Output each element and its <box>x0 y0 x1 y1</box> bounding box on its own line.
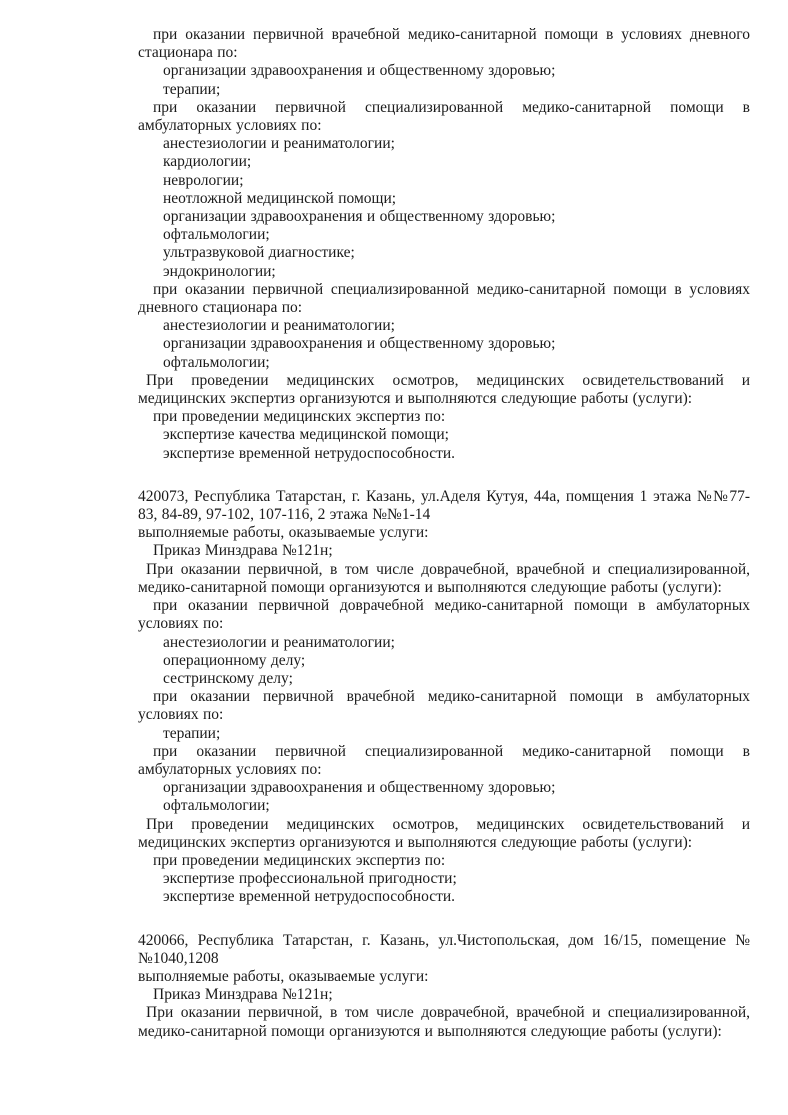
works-paragraph: При проведении медицинских осмотров, медицинских освидетельствований и медицинских экспертиз организуются и выполняются следующие работы (услуги): <box>138 371 750 408</box>
service-item: сестринскому делу; <box>163 669 293 687</box>
service-item: терапии; <box>163 80 221 98</box>
works-services-label: выполняемые работы, оказываемые услуги: <box>138 524 429 542</box>
service-item: офтальмологии; <box>163 797 270 815</box>
service-item: экспертизе временной нетрудоспособности. <box>163 444 456 462</box>
service-item: эндокринологии; <box>163 262 276 280</box>
works-paragraph: При проведении медицинских осмотров, медицинских освидетельствований и медицинских экспертиз организуются и выполняются следующие работы (услуги): <box>138 815 750 851</box>
care-type-paragraph: при оказании первичной специализированной медико-санитарной помощи в условиях дневного стационара по: <box>138 280 750 317</box>
section-facility-adelya-kutuya <box>138 488 750 907</box>
care-type-paragraph: при оказании первичной специализированной медико-санитарной помощи в амбулаторных условиях по: <box>138 742 750 778</box>
care-type-paragraph: при оказании первичной доврачебной медико-санитарной помощи в амбулаторных условиях по: <box>138 597 750 633</box>
service-item: неврологии; <box>163 171 244 189</box>
facility-address: 420073, Республика Татарстан, г. Казань, ул.Аделя Кутуя, 44а, помщения 1 этажа №№77-83, 84-89, 97-102, 107-116, 2 этажа №№1-14 <box>138 487 750 524</box>
service-item: офтальмологии; <box>163 226 270 244</box>
care-type-paragraph: при оказании первичной врачебной медико-санитарной помощи в амбулаторных условиях по: <box>138 688 750 724</box>
service-item: организации здравоохранения и общественному здоровью; <box>163 779 556 797</box>
works-paragraph: При оказании первичной, в том числе доврачебной, врачебной и специализированной, медико-санитарной помощи организуются и выполняются следующие работы (услуги): <box>138 560 750 596</box>
service-item: организации здравоохранения и общественному здоровью; <box>163 62 556 80</box>
service-item: экспертизе качества медицинской помощи; <box>163 426 449 444</box>
service-item: экспертизе профессиональной пригодности; <box>163 870 457 888</box>
care-type-paragraph: при проведении медицинских экспертиз по: <box>153 851 446 869</box>
service-item: организации здравоохранения и общественному здоровью; <box>163 335 556 353</box>
service-item: операционному делу; <box>163 651 306 669</box>
order-reference: Приказ Минздрава №121н; <box>153 986 333 1004</box>
service-item: неотложной медицинской помощи; <box>163 189 397 207</box>
service-item: экспертизе временной нетрудоспособности. <box>163 888 456 906</box>
service-item: ультразвуковой диагностике; <box>163 244 355 262</box>
works-paragraph: При оказании первичной, в том числе доврачебной, врачебной и специализированной, медико-санитарной помощи организуются и выполняются следующие работы (услуги): <box>138 1004 750 1040</box>
document-page <box>138 26 750 1041</box>
service-item: анестезиологии и реаниматологии; <box>163 135 395 153</box>
service-item: терапии; <box>163 724 221 742</box>
service-item: организации здравоохранения и общественному здоровью; <box>163 208 556 226</box>
facility-address: 420066, Республика Татарстан, г. Казань, ул.Чистопольская, дом 16/15, помещение №№1040,1208 <box>138 931 750 967</box>
section-services-continued <box>138 26 750 463</box>
works-services-label: выполняемые работы, оказываемые услуги: <box>138 967 429 985</box>
service-item: анестезиологии и реаниматологии; <box>163 317 395 335</box>
care-type-paragraph: при оказании первичной врачебной медико-санитарной помощи в условиях дневного стационара по: <box>138 26 750 62</box>
service-item: кардиологии; <box>163 153 252 171</box>
care-type-paragraph: при оказании первичной специализированной медико-санитарной помощи в амбулаторных условиях по: <box>138 98 750 135</box>
service-item: анестезиологии и реаниматологии; <box>163 633 395 651</box>
service-item: офтальмологии; <box>163 353 270 371</box>
order-reference: Приказ Минздрава №121н; <box>153 542 333 560</box>
section-facility-chistopolskaya <box>138 932 750 1041</box>
care-type-paragraph: при проведении медицинских экспертиз по: <box>153 408 446 426</box>
